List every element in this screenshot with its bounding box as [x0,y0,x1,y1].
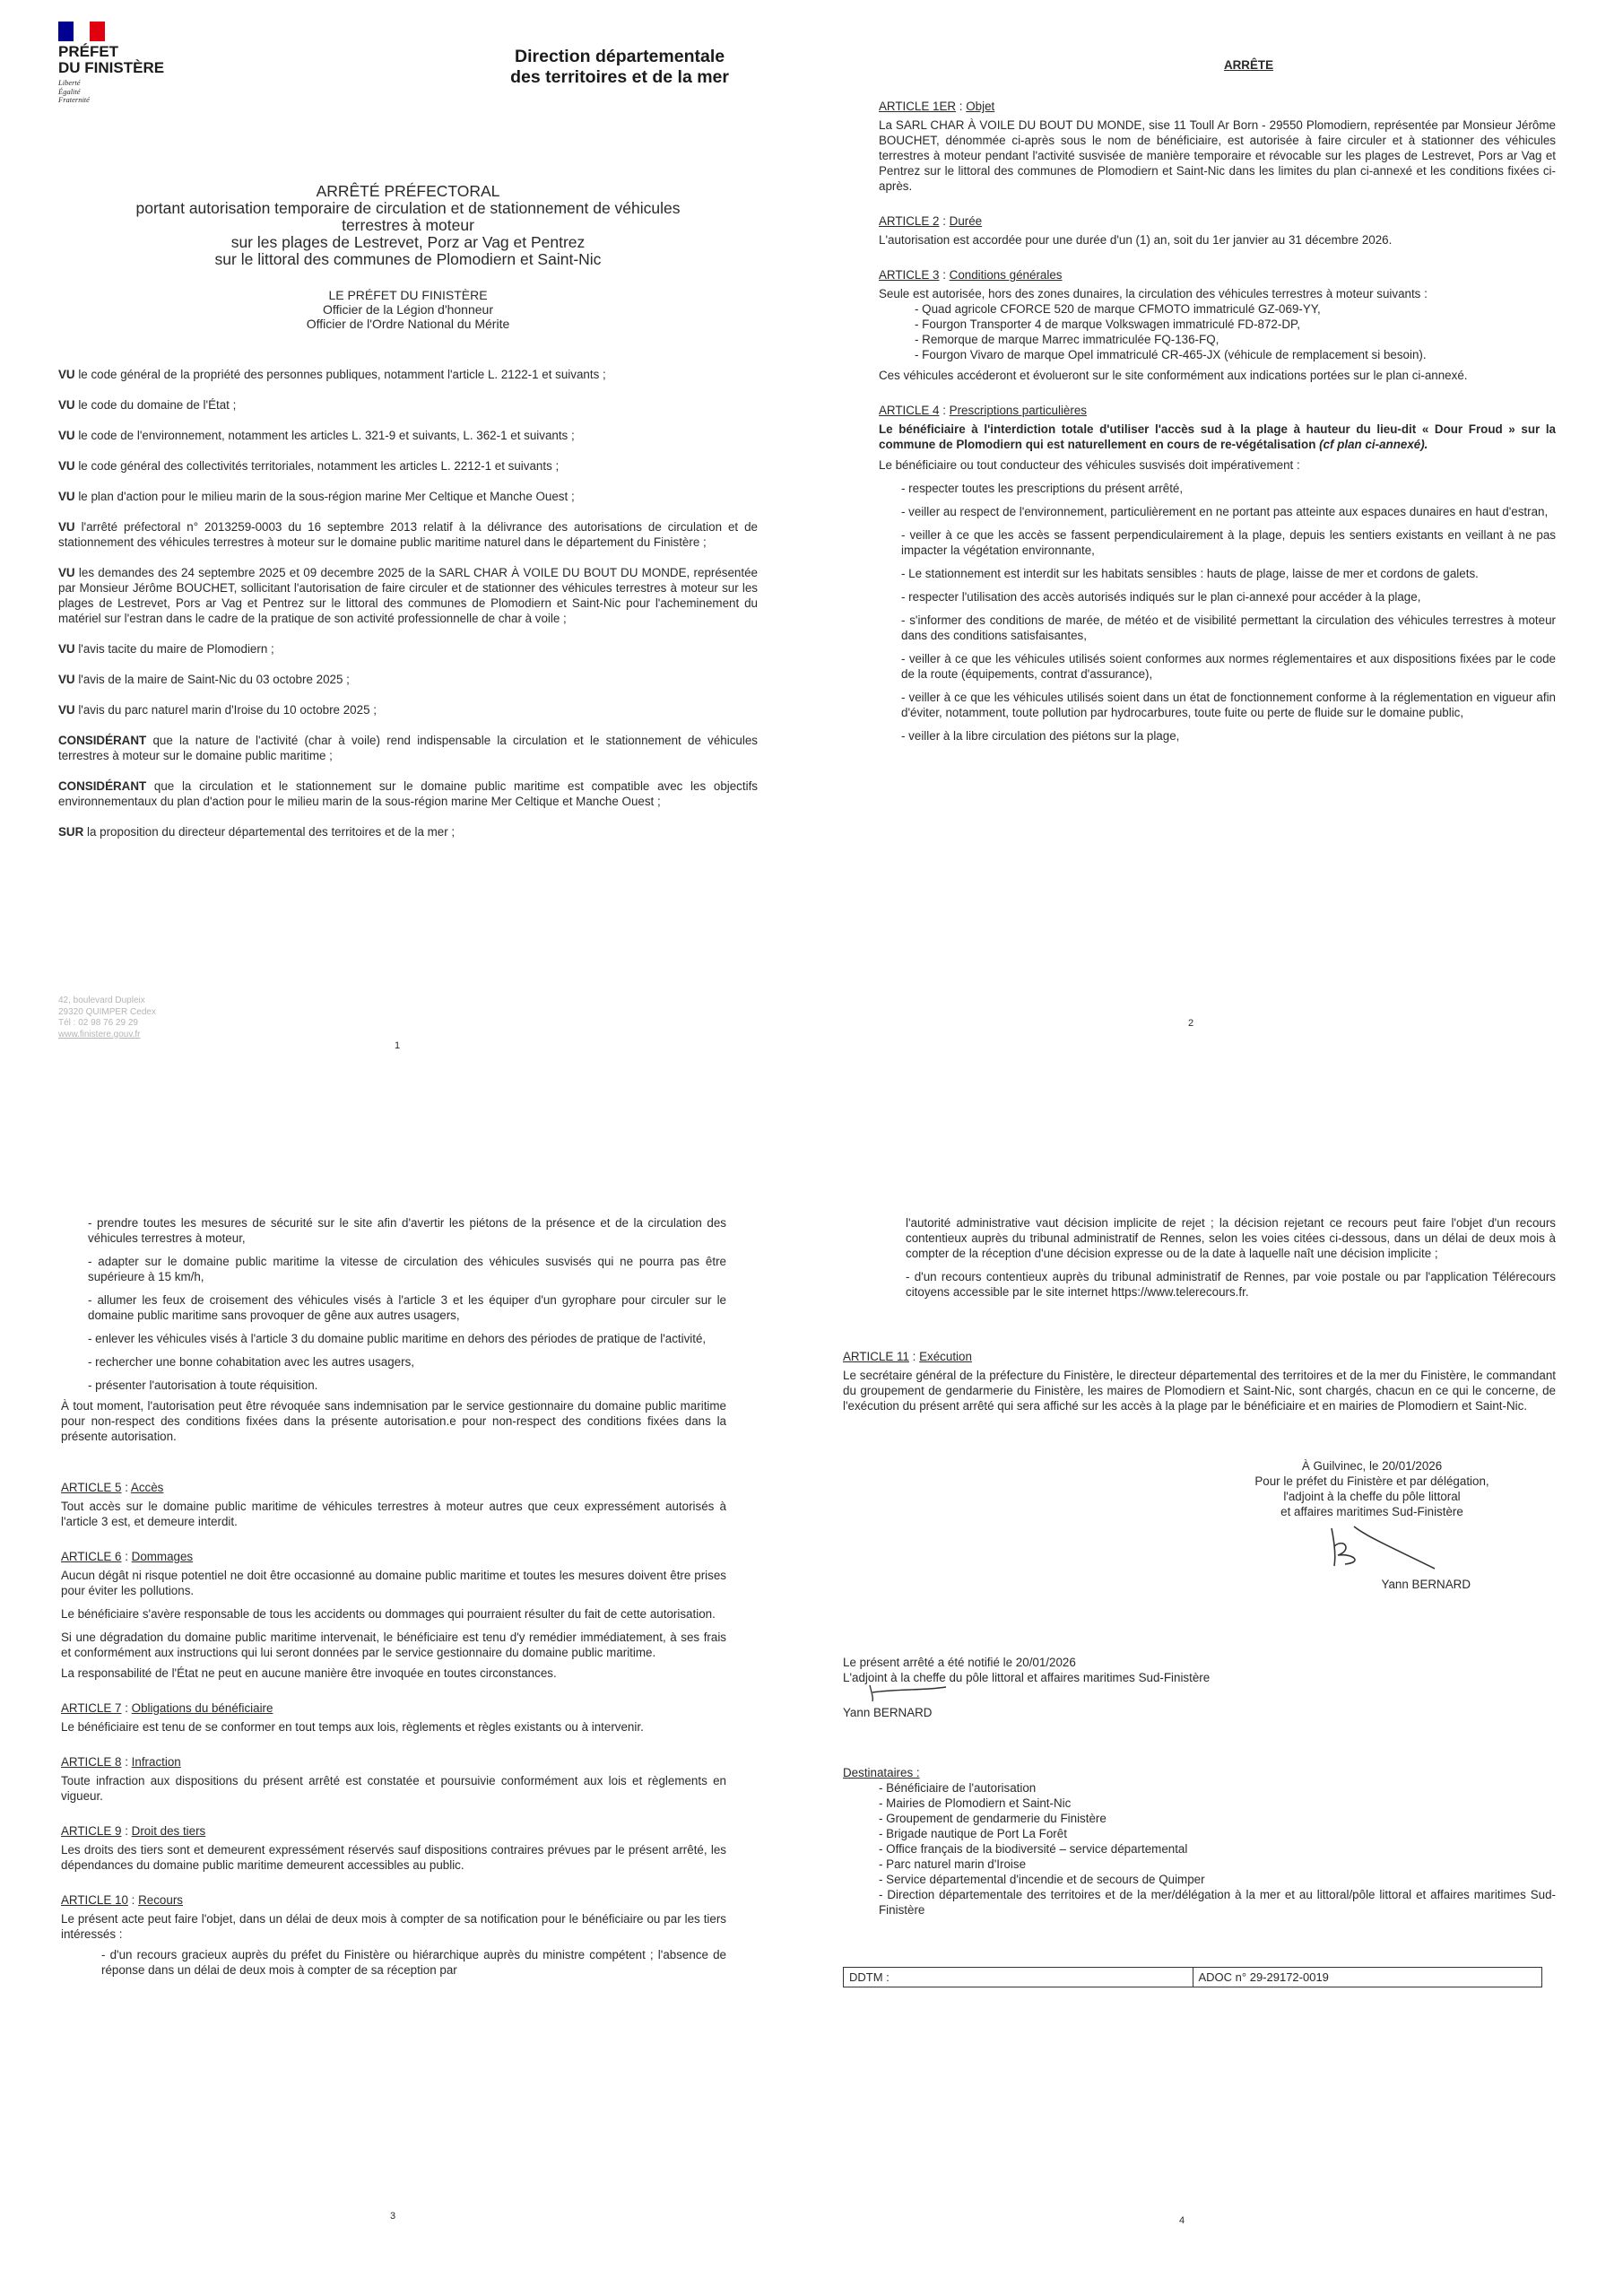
article-6-para: La responsabilité de l'État ne peut en aucune manière être invoquée en toutes circonstances. [61,1666,557,1680]
article-6-para: Aucun dégât ni risque potentiel ne doit être occasionné au domaine public maritime et toutes les mesures doivent être prises pour éviter les pollutions. [61,1569,726,1597]
list-item: - prendre toutes les mesures de sécurité sur le site afin d'avertir les piétons de la présence et de la circulation des véhicules terrestres à moteur, [88,1216,726,1245]
prefet-line: Officier de l'Ordre National du Mérite [306,317,510,331]
vehicle-list [879,301,1556,362]
article-sep: : [121,1550,132,1563]
article-sep: : [121,1701,132,1715]
article-name: Accès [130,1481,164,1494]
visa-item [58,428,758,443]
article-2-text: L'autorisation est accordée pour une durée d'un (1) an, soit du 1er janvier au 31 décembre 2026. [879,233,1393,247]
destinataire-item: - Brigade nautique de Port La Forêt [879,1827,1067,1840]
list-item: - respecter l'utilisation des accès autorisés indiqués sur le plan ci-annexé pour accéder à la plage, [901,590,1421,604]
visa-keyword: VU [58,673,75,686]
signature-mark [843,1685,950,1701]
bold-italic-text: (cf plan ci-annexé). [1319,438,1428,451]
marianne-flag-icon [58,22,105,41]
article-name: Obligations du bénéficiaire [131,1701,273,1715]
destinataire-item: - Mairies de Plomodiern et Saint-Nic [879,1796,1072,1810]
article-3-outro: Ces véhicules accéderont et évolueront sur le site conformément aux indications portées sur le plan ci-annexé. [879,369,1468,382]
visa-item [58,397,758,413]
visa-text: que la nature de l'activité (char à voile) rend indispensable la circulation et le stationnement de véhicules terrestres à moteur sur le domaine public maritime ; [58,734,758,762]
prescription-list-continued [88,1215,726,1393]
visa-keyword: SUR [58,825,84,839]
notification-signer: Yann BERNARD [843,1706,933,1719]
visa-keyword: VU [58,398,75,412]
list-item: - veiller au respect de l'environnement, particulièrement en ne portant pas atteinte aux espaces dunaires en haut d'estran, [901,505,1549,518]
article-9-text: Les droits des tiers sont et demeurent expressément réservés sauf dispositions contraires prévues par le présent arrêté, les dépendances du domaine public maritime demeurent accessibles au public. [61,1843,726,1872]
article-label: ARTICLE 4 [879,404,940,417]
article-label: ARTICLE 3 [879,268,940,282]
article-label: ARTICLE 10 [61,1893,128,1907]
destinataire-item: - Direction départementale des territoires et de la mer/délégation à la mer et au littoral/pôle littoral et affaires maritimes Sud-Finistère [879,1888,1556,1917]
destinataire-item: - Parc naturel marin d'Iroise [879,1857,1027,1871]
visa-keyword: VU [58,459,75,473]
recours-gracieux-continued: l'autorité administrative vaut décision implicite de rejet ; la décision rejetant ce recours peut faire l'objet d'un recours contentieux auprès du tribunal administratif de Rennes, selon les voies citées ci-dessous, dans un délai de deux mois à compter de la réception d'une décision expresse ou de la date à laquelle naît une décision implicite ; [906,1216,1556,1260]
article-label: ARTICLE 8 [61,1755,122,1769]
visa-item [58,458,758,474]
delegation-line: et affaires maritimes Sud-Finistère [1280,1505,1463,1518]
article-10-title [61,1892,726,1908]
list-item: - allumer les feux de croisement des véhicules visés à l'article 3 et les équiper d'un gyrophare pour circuler sur le domaine public maritime sans provoquer de gêne aux autres usagers, [88,1293,726,1322]
article-3-intro: Seule est autorisée, hors des zones dunaires, la circulation des véhicules terrestres à moteur suivants : [879,287,1428,300]
destinataire-item: - Bénéficiaire de l'autorisation [879,1781,1037,1795]
article-8-title [61,1754,726,1770]
article-4-intro: Le bénéficiaire ou tout conducteur des véhicules susvisés doit impérativement : [879,458,1300,472]
visa-keyword: VU [58,703,75,717]
article-name: Objet [966,100,995,113]
title-line: terrestres à moteur [342,216,474,234]
article-name: Dommages [131,1550,194,1563]
article-label: ARTICLE 2 [879,214,940,228]
visa-text: le plan d'action pour le milieu marin de la sous-région marine Mer Celtique et Manche Ouest ; [74,490,575,503]
article-sep: : [121,1824,132,1838]
visa-text: la proposition du directeur départemental des territoires et de la mer ; [83,825,456,839]
visa-text: l'avis de la maire de Saint-Nic du 03 octobre 2025 ; [74,673,350,686]
notification-line: L'adjoint à la cheffe du pôle littoral et affaires maritimes Sud-Finistère [843,1671,1211,1684]
visa-text: le code général des collectivités territoriales, notamment les articles L. 2212-1 et suivants ; [74,459,560,473]
article-label: ARTICLE 11 [843,1350,909,1363]
devise [58,79,220,105]
page-3 [0,1148,812,2296]
devise-3: Fraternité [58,95,90,104]
article-name: Droit des tiers [131,1824,206,1838]
visa-item [58,489,758,504]
website-link[interactable]: www.finistere.gouv.fr [58,1029,141,1039]
address-line: 42, boulevard Dupleix [58,996,145,1005]
delegation-line: l'adjoint à la cheffe du pôle littoral [1283,1490,1461,1503]
service-line-2: des territoires et de la mer [510,67,729,87]
page-number: 3 [390,2211,396,2222]
service-name [510,47,729,152]
signature-mark [1282,1519,1462,1573]
article-4-title [879,403,1556,418]
visa-keyword: VU [58,368,75,381]
logo-line-1: PRÉFET [58,43,119,60]
article-11-title [843,1349,1556,1364]
article-label: ARTICLE 7 [61,1701,122,1715]
article-1-title [879,99,1556,114]
page-number: 2 [1188,1018,1194,1029]
visa-text: l'avis tacite du maire de Plomodiern ; [74,642,274,656]
article-sep: : [127,1893,139,1907]
destinataire-item: - Service départemental d'incendie et de secours de Quimper [879,1873,1205,1886]
visa-item [58,367,758,382]
article-name: Conditions générales [949,268,1063,282]
visa-text: que la circulation et le stationnement sur le domaine public maritime est compatible avec les objectifs environnementaux du plan d'action pour le milieu marin de la sous-région marine Mer Celtique et Manche Ouest ; [58,779,758,808]
prescription-list [879,481,1556,744]
page-4 [812,1148,1623,2296]
article-11-text: Le secrétaire général de la préfecture du Finistère, le directeur départemental des territoires et de la mer du Finistère, le commandant du groupement de gendarmerie du Finistère, les maires de Plomodiern et Saint-Nic, sont chargés, chacun en ce qui le concerne, de l'exécution du présent arrêté qui sera affiché sur les accès à la plage par le bénéficiaire et en mairies de Plomodiern et Saint-Nic. [843,1369,1556,1413]
list-item: - adapter sur le domaine public maritime la vitesse de circulation des véhicules susvisés qui ne pourra pas être supérieure à 15 km/h, [88,1255,726,1283]
article-7-title [61,1700,726,1716]
article-8-text: Toute infraction aux dispositions du présent arrêté est constatée et poursuivie conformément aux lois et règlements en vigueur. [61,1774,726,1803]
notification-line: Le présent arrêté a été notifié le 20/01/2026 [843,1656,1076,1669]
ddtm-ref: DDTM : [844,1968,1193,1987]
visa-text: l'arrêté préfectoral n° 2013259-0003 du 16 septembre 2013 relatif à la délivrance des autorisations de circulation et de stationnement des véhicules terrestres à moteur sur le domaine public maritime naturel dans le département du Finistère ; [58,520,758,549]
page-1 [0,0,812,1148]
arrete-heading: ARRÊTE [1223,58,1274,72]
devise-2: Égalité [58,86,81,96]
list-item: - veiller à ce que les véhicules utilisés soient dans un état de fonctionnement conforme à la réglementation en vigueur afin d'éviter, notamment, toute pollution par hydrocarbures, toute fuite ou perte de fluide sur le domaine public, [901,691,1556,719]
prefet-logo [58,22,220,152]
list-item: - Quad agricole CFORCE 520 de marque CFMOTO immatriculé GZ-069-YY, [915,302,1321,316]
considerant-item [58,733,758,763]
article-sep: : [956,100,967,113]
considerant-item [58,778,758,809]
title-line: portant autorisation temporaire de circulation et de stationnement de véhicules [135,199,681,217]
visa-text: le code général de la propriété des personnes publiques, notamment l'article L. 2122-1 et suivants ; [74,368,606,381]
place-date: À Guilvinec, le 20/01/2026 [1301,1459,1443,1473]
page-2 [812,0,1623,1148]
phone: Tél : 02 98 76 29 29 [58,1018,138,1028]
list-item: - enlever les véhicules visés à l'article 3 du domaine public maritime en dehors des périodes de pratique de l'activité, [88,1332,707,1345]
devise-1: Liberté [58,78,81,87]
list-item: - veiller à ce que les accès se fassent perpendiculairement à la plage, depuis les sentiers existants en veillant à ne pas impacter la végétation environnante, [901,528,1556,557]
article-2-title [879,213,1556,229]
service-line-1: Direction départementale [515,47,725,66]
visa-text: les demandes des 24 septembre 2025 et 09 decembre 2025 de la SARL CHAR À VOILE DU BOUT DU MONDE, représentée par Monsieur Jérôme BOUCHET, sollicitant l'autorisation de faire circuler et de stationner des véhicules terrestres à moteur sur les plages de Lestrevet, Pors ar Vag et Pentrez sur le littoral des communes de Plomodiern et Saint-Nic pour l'acheminement du matériel sur l'estran dans le cadre de la pratique de son activité professionnelle de char à voile ; [58,566,758,625]
article-6-para: Si une dégradation du domaine public maritime intervenait, le bénéficiaire est tenu d'y remédier immédiatement, à ses frais et conformément aux instructions qui lui seront données par le service gestionnaire du domaine public maritime. [61,1631,726,1659]
visa-text: le code du domaine de l'État ; [74,398,237,412]
address-line: 29320 QUIMPER Cedex [58,1006,156,1017]
visa-item [58,702,758,718]
visa-keyword: VU [58,429,75,442]
signature-block [1224,1458,1520,1592]
visa-item [58,641,758,657]
article-sep: : [121,1481,131,1494]
destinataires-title: Destinataires : [843,1766,920,1779]
article-sep: : [121,1755,132,1769]
article-5-text: Tout accès sur le domaine public maritime de véhicules terrestres à moteur autres que ceux expressément autorisés à l'article 3 est, et demeure interdit. [61,1500,726,1528]
logo-line-2: DU FINISTÈRE [58,59,165,76]
article-sep: : [939,214,950,228]
article-10-intro: Le présent acte peut faire l'objet, dans un délai de deux mois à compter de sa notification pour le bénéficiaire ou par les tiers intéressés : [61,1912,726,1941]
destinataire-item: - Office français de la biodiversité – service départemental [879,1842,1188,1856]
article-4-bold [879,422,1556,452]
article-sep: : [908,1350,920,1363]
article-label: ARTICLE 5 [61,1481,122,1494]
visas [58,367,758,839]
visa-item [58,565,758,626]
visa-keyword: VU [58,566,75,579]
delegation-line: Pour le préfet du Finistère et par délégation, [1254,1474,1489,1488]
revocation-text: À tout moment, l'autorisation peut être révoquée sans indemnisation par le service gestionnaire du domaine public maritime pour non-respect des conditions fixées dans la présente autorisation.e pour non-respect des conditions fixées dans la présente autorisation. [61,1399,726,1443]
footer-address [58,996,156,1040]
article-label: ARTICLE 6 [61,1550,122,1563]
visa-item [58,672,758,687]
reference-table [843,1967,1542,1987]
list-item: - veiller à la libre circulation des piétons sur la plage, [901,729,1180,743]
list-item: - Fourgon Transporter 4 de marque Volkswagen immatriculé FD-872-DP, [915,317,1300,331]
bold-text: Le bénéficiaire à l'interdiction totale d'utiliser l'accès sud à la plage à hauteur du lieu-dit « Dour Froud » sur la commune de Plomodiern qui est naturellement en cours de re-végétalisation [879,422,1556,451]
prefet-titles [58,288,758,331]
article-3-title [879,267,1556,283]
notification [843,1655,1556,1720]
article-7-text: Le bénéficiaire est tenu de se conformer en tout temps aux lois, règlements et règles existants ou à intervenir. [61,1720,644,1734]
article-6-title [61,1549,726,1564]
letterhead [58,22,758,152]
article-sep: : [939,404,950,417]
visa-keyword: CONSIDÉRANT [58,734,147,747]
list-item: - Remorque de marque Marrec immatriculée FQ-136-FQ, [915,333,1219,346]
article-sep: : [939,268,950,282]
article-name: Durée [949,214,983,228]
document-title [58,183,758,268]
recours-gracieux: - d'un recours gracieux auprès du préfet du Finistère ou hiérarchique auprès du ministre compétent ; l'absence de réponse dans un délai de deux mois à compter de sa réception par [101,1948,726,1977]
list-item: - Le stationnement est interdit sur les habitats sensibles : hauts de plage, laisse de mer et cordons de galets. [901,567,1479,580]
list-item: - veiller à ce que les véhicules utilisés soient conformes aux normes réglementaires et aux dispositions fixées par le code de la route (équipements, contrat d'assurance), [901,652,1556,681]
article-5-title [61,1480,726,1495]
article-1-text: La SARL CHAR À VOILE DU BOUT DU MONDE, sise 11 Toull Ar Born - 29550 Plomodiern, représentée par Monsieur Jérôme BOUCHET, dénommée ci-après sous le nom de bénéficiaire, est autorisée à faire circuler et à stationner des véhicules terrestres à moteur pendant l'activité susvisée de manière temporaire et révocable sur les plages de Lestrevet, Pors ar Vag et Pentrez sur le littoral des communes de Plomodiern et Saint-Nic dans les limites du plan ci-annexé et les conditions fixées ci-après. [879,118,1556,193]
list-item: - respecter toutes les prescriptions du présent arrêté, [901,482,1184,495]
title-line: sur le littoral des communes de Plomodiern et Saint-Nic [214,250,602,268]
adoc-ref: ADOC n° 29-29172-0019 [1193,1968,1542,1987]
visa-text: le code de l'environnement, notamment les articles L. 321-9 et suivants, L. 362-1 et suivants ; [74,429,575,442]
list-item: - s'informer des conditions de marée, de météo et de visibilité permettant la circulation des véhicules terrestres à moteur dans des conditions satisfaisantes, [901,613,1556,642]
list-item: - rechercher une bonne cohabitation avec les autres usagers, [88,1355,414,1369]
list-item: - Fourgon Vivaro de marque Opel immatriculé CR-465-JX (véhicule de remplacement si besoin). [915,348,1427,361]
article-name: Prescriptions particulières [949,404,1087,417]
prefet-line: Officier de la Légion d'honneur [323,302,493,317]
visa-keyword: CONSIDÉRANT [58,779,147,793]
visa-keyword: VU [58,490,75,503]
article-name: Recours [138,1893,183,1907]
visa-keyword: VU [58,520,75,534]
article-name: Infraction [131,1755,181,1769]
page-number: 4 [1179,2215,1185,2226]
signer-name: Yann BERNARD [1381,1578,1471,1591]
destinataires [843,1765,1556,1918]
destinataire-item: - Groupement de gendarmerie du Finistère [879,1812,1107,1825]
list-item: - présenter l'autorisation à toute réquisition. [88,1378,318,1392]
visa-keyword: VU [58,642,75,656]
sur-item [58,824,758,839]
recours-contentieux: - d'un recours contentieux auprès du tribunal administratif de Rennes, par voie postale ou par l'application Télérecours citoyens accessible par le site internet https://www.telerecours.fr. [906,1270,1556,1299]
article-name: Exécution [919,1350,972,1363]
article-label: ARTICLE 9 [61,1824,122,1838]
prefet-line: LE PRÉFET DU FINISTÈRE [328,288,488,302]
page-number: 1 [395,1040,401,1051]
title-line: sur les plages de Lestrevet, Porz ar Vag et Pentrez [230,233,586,251]
article-9-title [61,1823,726,1839]
title-line: ARRÊTÉ PRÉFECTORAL [316,182,500,200]
article-label: ARTICLE 1ER [879,100,957,113]
article-6-para: Le bénéficiaire s'avère responsable de tous les accidents ou dommages qui pourraient résulter du fait de cette autorisation. [61,1607,716,1621]
visa-text: l'avis du parc naturel marin d'Iroise du 10 octobre 2025 ; [74,703,377,717]
visa-item [58,519,758,550]
